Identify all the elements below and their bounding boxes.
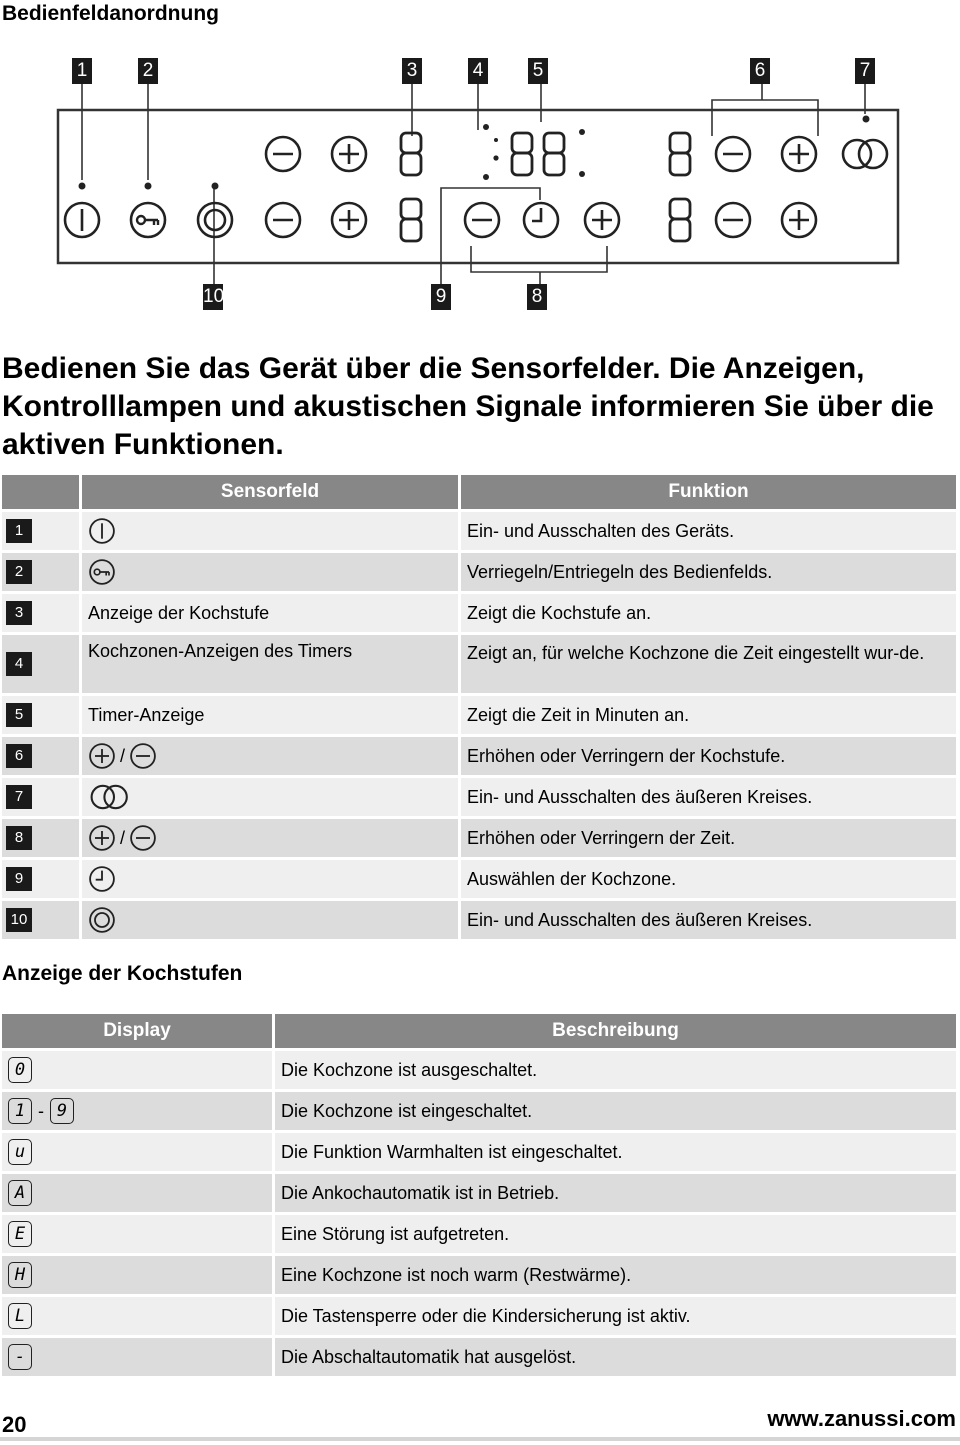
table-row: [2, 1051, 956, 1089]
description-text: Die Kochzone ist eingeschaltet.: [275, 1092, 956, 1130]
sensor-text: Anzeige der Kochstufe: [82, 594, 458, 632]
section-title-control-panel: Bedienfeldanordnung: [2, 2, 219, 25]
table-row: [2, 1297, 956, 1335]
display-symbol: E: [8, 1221, 32, 1247]
display-table: [0, 1011, 959, 1379]
callout-8: 8: [527, 284, 547, 310]
description-text: Eine Kochzone ist noch warm (Restwärme).: [275, 1256, 956, 1294]
sensor-table-header: [2, 475, 956, 509]
description-text: Die Funktion Warmhalten ist eingeschaltet.: [275, 1133, 956, 1171]
table-row: [2, 819, 956, 857]
range-separator: -: [38, 1100, 44, 1121]
minus-icon: [129, 824, 157, 852]
key-lock-icon: [88, 558, 116, 586]
table-row: [2, 553, 956, 591]
dual-circuit-icon: [88, 781, 132, 813]
table-row: [2, 594, 956, 632]
row-number: 10: [6, 908, 32, 932]
table-row: [2, 1133, 956, 1171]
row-number: 2: [6, 560, 32, 584]
row-number: 4: [6, 652, 32, 676]
display-symbol: L: [8, 1303, 32, 1329]
description-text: Die Ankochautomatik ist in Betrieb.: [275, 1174, 956, 1212]
function-text: Zeigt an, für welche Kochzone die Zeit eingestellt wur-de.: [461, 635, 956, 693]
plus-icon: [88, 742, 116, 770]
display-table-header: [2, 1014, 956, 1048]
page-number: 20: [2, 1412, 27, 1437]
callout-3: 3: [402, 58, 422, 84]
callout-5: 5: [528, 58, 548, 84]
plus-icon: [88, 824, 116, 852]
display-symbol: 9: [50, 1098, 74, 1124]
display-symbol: H: [8, 1262, 32, 1288]
minus-icon: [129, 742, 157, 770]
function-text: Erhöhen oder Verringern der Zeit.: [461, 819, 956, 857]
section-title-heat-levels: Anzeige der Kochstufen: [2, 962, 243, 985]
row-number: 8: [6, 826, 32, 850]
sensor-text: Timer-Anzeige: [82, 696, 458, 734]
function-text: Ein- und Ausschalten des äußeren Kreises.: [461, 901, 956, 939]
table-row: [2, 737, 956, 775]
table-row: [2, 860, 956, 898]
power-icon: [88, 517, 116, 545]
function-text: Erhöhen oder Verringern der Kochstufe.: [461, 737, 956, 775]
header-beschreibung: Beschreibung: [275, 1014, 956, 1048]
header-blank: [2, 475, 79, 509]
table-row: [2, 901, 956, 939]
row-number: 5: [6, 703, 32, 727]
callout-4: 4: [468, 58, 488, 84]
callout-1: 1: [72, 58, 92, 84]
row-number: 7: [6, 785, 32, 809]
table-row: [2, 696, 956, 734]
display-symbol: -: [8, 1344, 32, 1370]
table-row: [2, 1338, 956, 1376]
header-display: Display: [2, 1014, 272, 1048]
timer-icon: [88, 865, 116, 893]
function-text: Verriegeln/Entriegeln des Bedienfelds.: [461, 553, 956, 591]
display-symbol: 1: [8, 1098, 32, 1124]
function-text: Ein- und Ausschalten des Geräts.: [461, 512, 956, 550]
callout-10: 10: [203, 284, 223, 310]
panel-drawing: [0, 50, 960, 320]
outer-ring-icon: [88, 906, 116, 934]
function-text: Ein- und Ausschalten des äußeren Kreises.: [461, 778, 956, 816]
table-row: [2, 512, 956, 550]
callout-6: 6: [750, 58, 770, 84]
table-row: [2, 635, 956, 693]
control-panel-diagram: [0, 50, 960, 320]
function-text: Zeigt die Kochstufe an.: [461, 594, 956, 632]
function-text: Zeigt die Zeit in Minuten an.: [461, 696, 956, 734]
sensor-text: Kochzonen-Anzeigen des Timers: [82, 635, 458, 693]
row-number: 3: [6, 601, 32, 625]
sensor-table: [0, 472, 959, 942]
intro-text: Bedienen Sie das Gerät über die Sensorfelder. Die Anzeigen, Kontrolllampen und akustischen Signale informieren Sie über die aktiven Funktionen.: [2, 352, 934, 461]
description-text: Die Abschaltautomatik hat ausgelöst.: [275, 1338, 956, 1376]
footer-url: www.zanussi.com: [767, 1406, 956, 1431]
callout-7: 7: [855, 58, 875, 84]
callout-2: 2: [138, 58, 158, 84]
table-row: [2, 1256, 956, 1294]
callout-9: 9: [431, 284, 451, 310]
display-symbol: A: [8, 1180, 32, 1206]
row-number: 6: [6, 744, 32, 768]
slash-separator: /: [120, 827, 126, 848]
table-row: [2, 1092, 956, 1130]
header-sensorfeld: Sensorfeld: [82, 475, 458, 509]
display-symbol: u: [8, 1139, 32, 1165]
slash-separator: /: [120, 745, 126, 766]
table-row: [2, 1215, 956, 1253]
table-row: [2, 778, 956, 816]
display-symbol: 0: [8, 1057, 32, 1083]
footer-divider: [0, 1437, 960, 1441]
header-funktion: Funktion: [461, 475, 956, 509]
table-row: [2, 1174, 956, 1212]
row-number: 9: [6, 867, 32, 891]
function-text: Auswählen der Kochzone.: [461, 860, 956, 898]
description-text: Eine Störung ist aufgetreten.: [275, 1215, 956, 1253]
description-text: Die Kochzone ist ausgeschaltet.: [275, 1051, 956, 1089]
description-text: Die Tastensperre oder die Kindersicherung ist aktiv.: [275, 1297, 956, 1335]
row-number: 1: [6, 519, 32, 543]
